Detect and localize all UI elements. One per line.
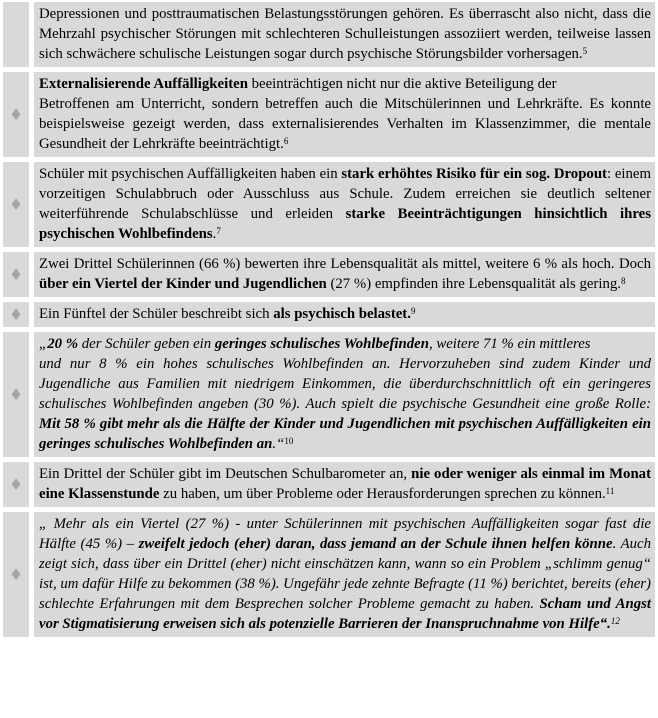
text-run: nie oder weniger als einmal im Monat eine Klassenstunde (39, 466, 652, 502)
text-run: Mit 58 % gibt mehr als die Hälfte der Kinder und Jugendlichen mit psychischen Auffälligkeiten ein geringes schulisches Wohlbefinden an (39, 416, 651, 452)
text-run: zweifelt jedoch (eher) daran, dass jemand an der Schule ihnen helfen könne (138, 536, 613, 552)
text-run: Ein Drittel der Schüler gibt im Deutschen Schulbarometer an, (39, 466, 412, 482)
table-row (3, 462, 655, 507)
bullet-cell (3, 512, 29, 637)
text-run: zu haben, um über Probleme oder Herausforderungen sprechen zu können. (159, 486, 606, 502)
row-text (34, 512, 655, 637)
text-run: 20 % (47, 336, 79, 352)
footnote-ref: 11 (605, 485, 615, 496)
table-row (3, 302, 655, 327)
text-run: Scham und Angst vor Stigmatisierung erweisen sich als potenzielle Barrieren der Inanspruchnahme von Hilfe“. (39, 596, 651, 632)
diamond-bullet-icon: ♦ (8, 384, 24, 404)
row-text (34, 332, 655, 457)
text-run: starke Beeinträchtigungen hinsichtlich ihres psychischen Wohlbefindens (39, 206, 651, 242)
bullet-cell (3, 462, 29, 507)
diamond-bullet-icon: ♦ (8, 194, 24, 214)
table-row (3, 162, 655, 247)
text-run: .“ (272, 436, 285, 452)
text-run: als psychisch belastet. (273, 306, 411, 322)
row-text (34, 302, 655, 327)
bullet-cell (3, 252, 29, 297)
row-text (34, 162, 655, 247)
text-run: „ (39, 336, 48, 352)
diamond-bullet-icon: ♦ (8, 474, 24, 494)
footnote-ref: 10 (284, 435, 294, 446)
bullet-list-table (3, 2, 655, 637)
diamond-bullet-icon: ♦ (8, 564, 24, 584)
text-run: , weitere 71 % ein mittleres (428, 336, 591, 352)
bullet-cell (3, 302, 29, 327)
footnote-ref: 5 (582, 45, 588, 56)
row-text (34, 252, 655, 297)
bullet-cell (3, 72, 29, 157)
text-run: über ein Viertel der Kinder und Jugendlichen (39, 276, 327, 292)
text-run: der Schüler geben ein (78, 336, 215, 352)
bullet-cell (3, 2, 29, 67)
text-run: Zwei Drittel Schülerinnen (66 %) bewerten ihre Lebensqualität als mittel, weitere 6 % als hoch. Doch (39, 256, 651, 272)
footnote-ref: 7 (216, 225, 221, 236)
footnote-ref: 8 (620, 275, 626, 286)
text-run: beeinträchtigen nicht nur die aktive Beteiligung der (247, 76, 557, 92)
text-run: . (212, 226, 217, 242)
text-run: Depressionen und posttraumatischen Belastungsstörungen gehören. Es überrascht also nicht, dass die Mehrzahl psychischer Störungen mit schlechteren Schulleistungen assoziiert werden, teilweise lassen sich schwächere schulische Leistungen sogar durch psychische Störungsbilder vorhersagen. (39, 6, 651, 62)
row-text (34, 2, 655, 67)
text-run: geringes schulisches Wohlbefinden (214, 336, 429, 352)
text-run: Schüler mit psychischen Auffälligkeiten haben ein (39, 166, 342, 182)
table-row (3, 2, 655, 67)
diamond-bullet-icon: ♦ (8, 264, 24, 284)
footnote-ref: 9 (410, 305, 416, 316)
bullet-cell (3, 332, 29, 457)
text-run: „ Mehr als ein Viertel (27 %) - unter Schülerinnen mit psychischen Auffälligkeiten sogar fast die Hälfte (45 %) – (39, 516, 651, 552)
text-run: Betroffenen am Unterricht, sondern betreffen auch die Mitschülerinnen und Lehrkräfte. Es konnte beispielsweise gezeigt werden, dass externalisierendes Verhalten im Klassenzimmer, die mentale Gesundheit der Lehrkräfte beeinträchtigt. (39, 96, 651, 152)
row-text (34, 462, 655, 507)
table-row (3, 72, 655, 157)
table-row (3, 252, 655, 297)
diamond-bullet-icon: ♦ (8, 304, 24, 324)
row-text (34, 72, 655, 157)
diamond-bullet-icon: ♦ (8, 104, 24, 124)
text-run: und nur 8 % ein hohes schulisches Wohlbefinden an. Hervorzuheben sind zudem Kinder und Jugendliche aus Familien mit niedrigem Einkommen, die überdurchschnittlich oft ein geringeres schulisches Wohlbefinden angeben (30 %). Auch spielt die psychische Gesundheit eine große Rolle: (39, 356, 651, 412)
text-run: Ein Fünftel der Schüler beschreibt sich (39, 306, 274, 322)
text-run: : einem vorzeitigen Schulabbruch oder Ausschluss aus Schule. Zudem erreichen sie deutlich seltener weiterführende Schulabschlüsse und erleiden (39, 166, 651, 222)
bullet-cell (3, 162, 29, 247)
footnote-ref: 12 (610, 615, 620, 626)
text-run: (27 %) empfinden ihre Lebensqualität als gering. (326, 276, 621, 292)
text-run: . Auch zeigt sich, dass über ein Drittel (eher) nicht einschätzen kann, wann so ein Problem „schlimm genug“ ist, um dafür Hilfe zu bekommen (38 %). Ungefähr jede zehnte Befragte (11 %) berichtet, bereits (eher) schlechte Erfahrungen mit dem Besprechen solcher Probleme gemacht zu haben. (39, 536, 651, 612)
text-run: Externalisierende Auffälligkeiten (39, 76, 248, 92)
table-row (3, 512, 655, 637)
text-run: stark erhöhtes Risiko für ein sog. Dropout (341, 166, 607, 182)
footnote-ref: 6 (283, 135, 289, 146)
table-row (3, 332, 655, 457)
